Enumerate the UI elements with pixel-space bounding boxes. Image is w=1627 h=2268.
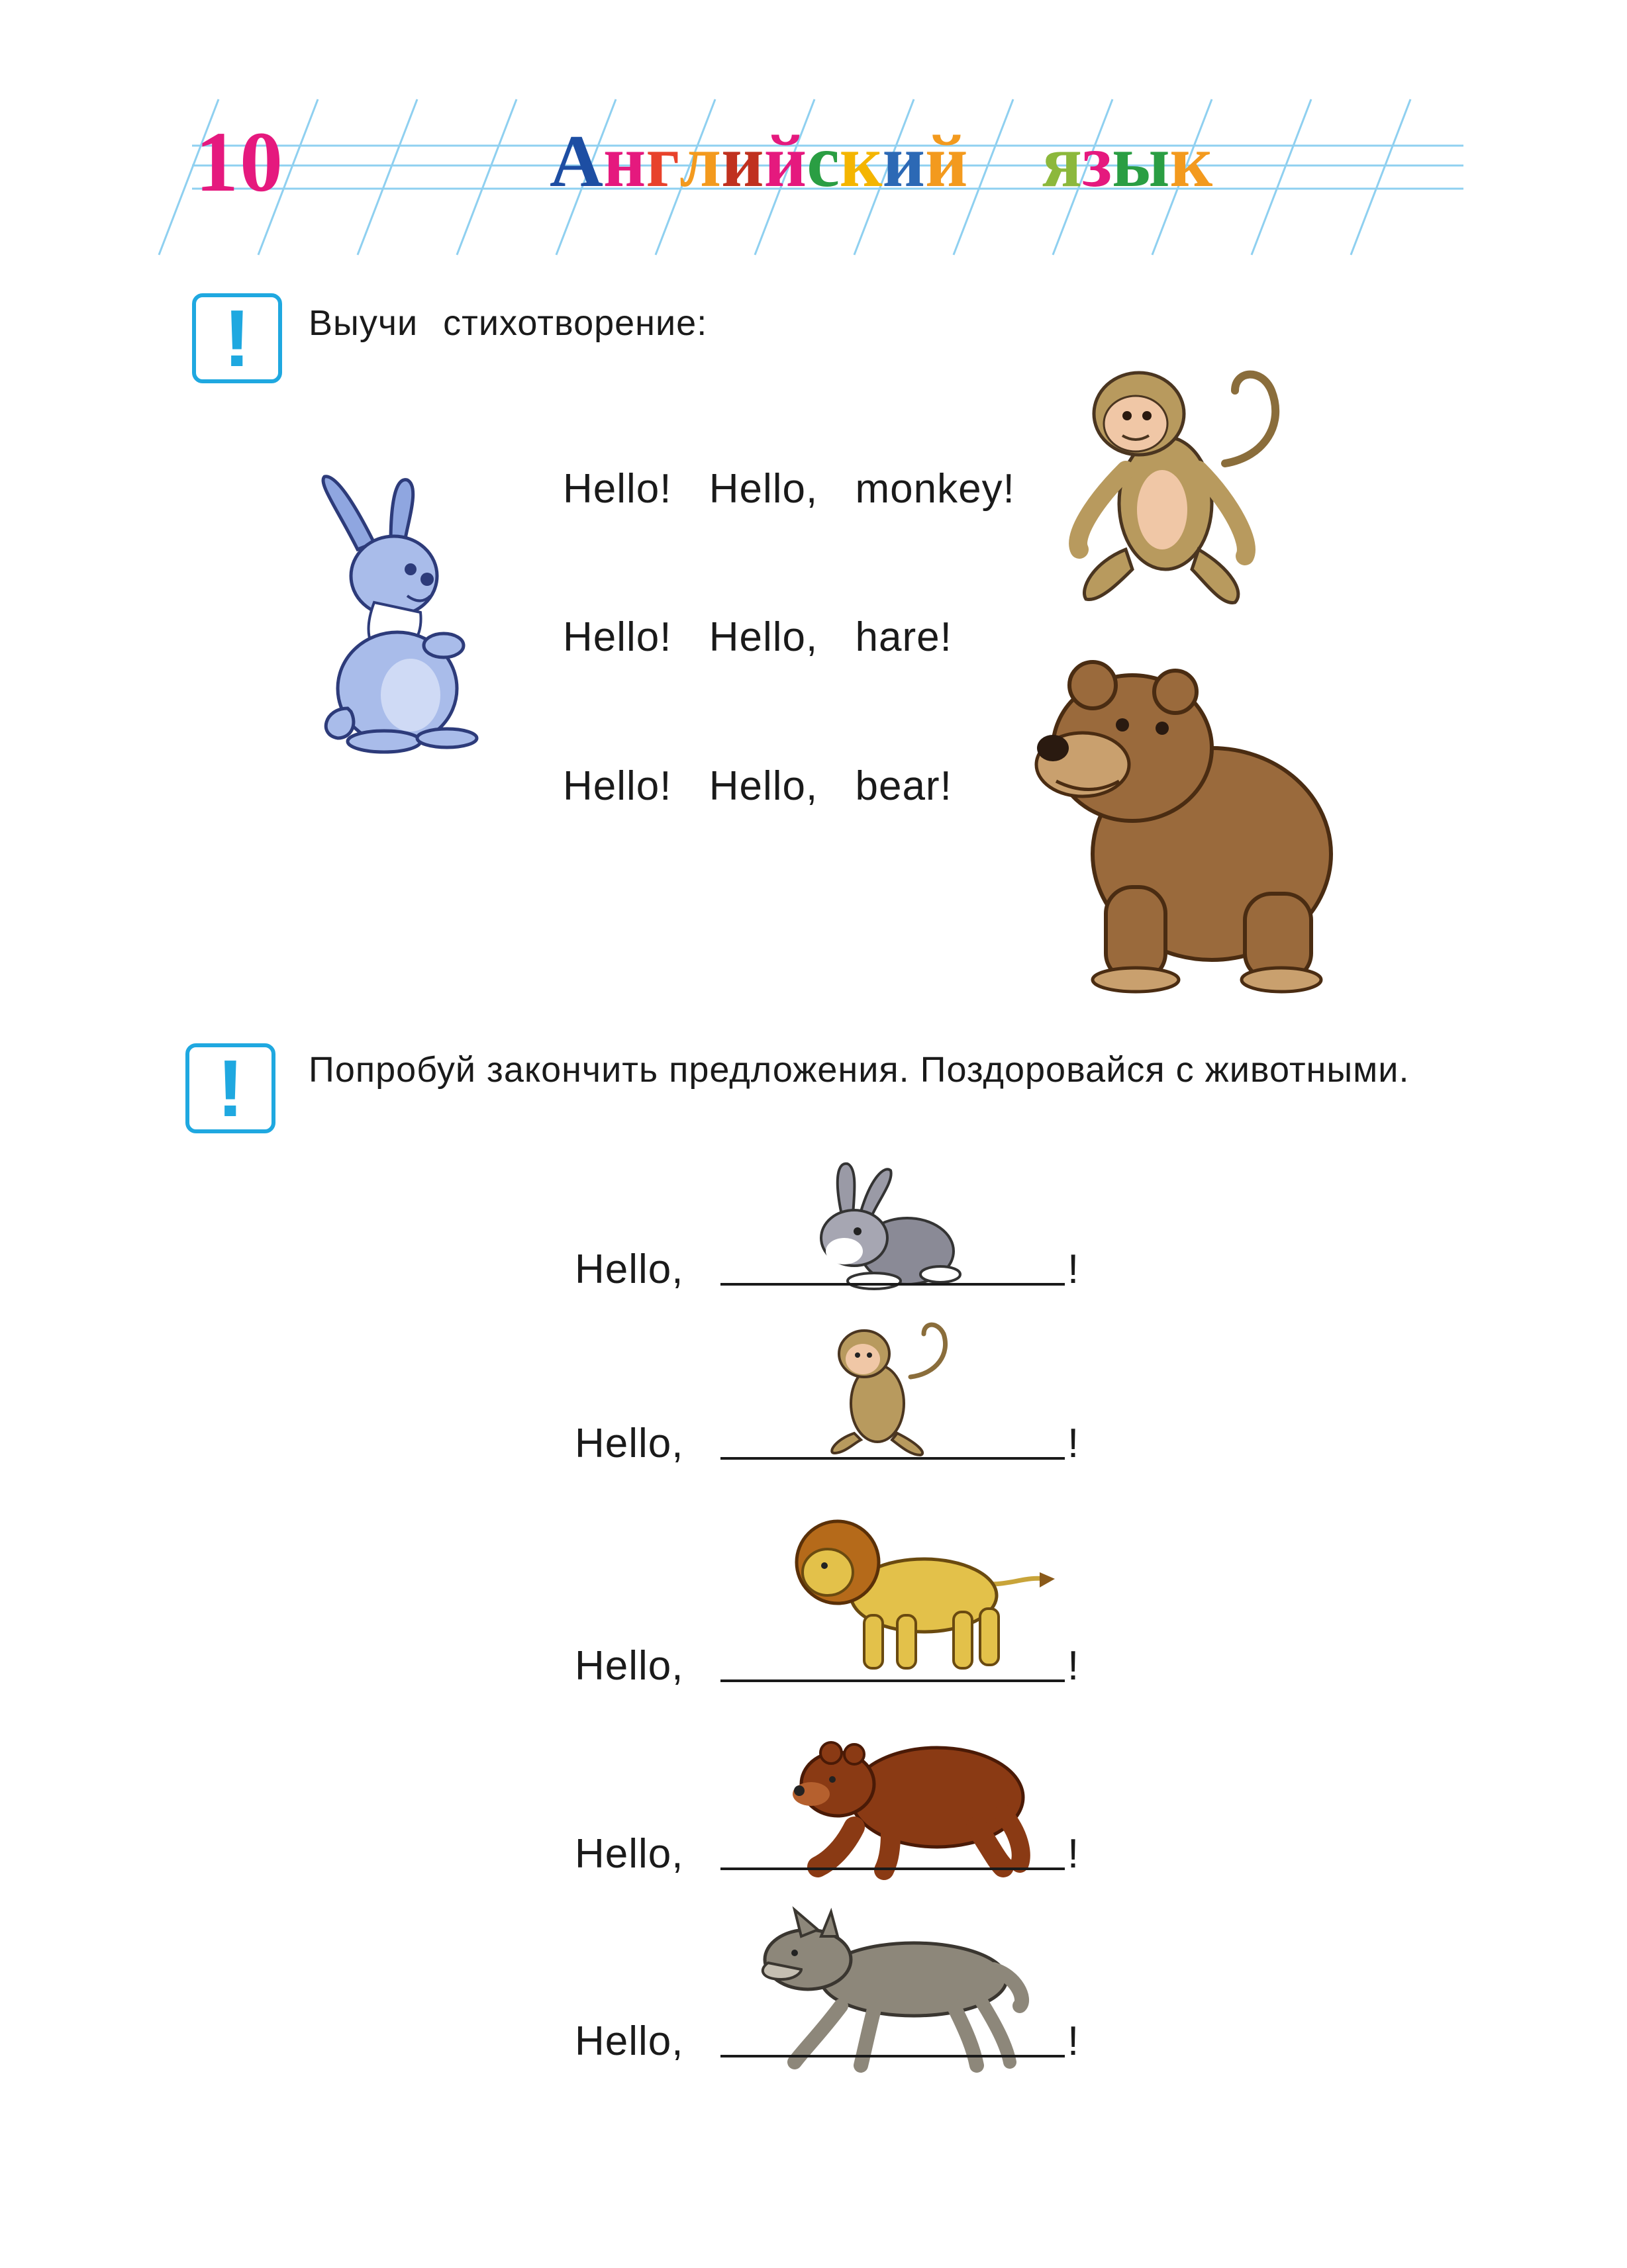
ruling-slant xyxy=(358,99,417,255)
title-letter: ы xyxy=(1112,120,1170,203)
exclamation-icon xyxy=(192,293,282,383)
exclamation-mark: ! xyxy=(223,293,251,383)
ruling-slant xyxy=(1351,99,1410,255)
ruling-slant xyxy=(457,99,517,255)
exclamation-mark: ! xyxy=(217,1043,244,1133)
monkey-illustration xyxy=(1066,351,1285,609)
ruling-slant xyxy=(1252,99,1311,255)
page-title xyxy=(550,120,1213,203)
title-letter: й xyxy=(924,120,968,203)
poem-line: Hello! Hello, hare! xyxy=(563,614,952,660)
lion-illustration xyxy=(791,1516,1056,1681)
task2-instruction: Попробуй закончить предложения. Поздоровайся с животными. xyxy=(309,1050,1410,1090)
exclamation-icon xyxy=(185,1043,275,1133)
title-letter: к xyxy=(839,120,883,203)
hello-label: Hello, xyxy=(575,1831,684,1877)
poem-line: Hello! Hello, monkey! xyxy=(563,466,1015,512)
exclamation-end: ! xyxy=(1067,2018,1079,2064)
hare-small-illustration xyxy=(808,1158,960,1291)
hello-label: Hello, xyxy=(575,2018,684,2064)
exclamation-end: ! xyxy=(1067,1831,1079,1877)
page-number: 10 xyxy=(195,115,284,210)
answer-blank[interactable] xyxy=(720,1457,1065,1460)
title-letter: и xyxy=(721,120,764,203)
title-letter: и xyxy=(882,120,925,203)
bear-walking-illustration xyxy=(791,1728,1036,1880)
hello-label: Hello, xyxy=(575,1643,684,1689)
hare-illustration xyxy=(311,470,483,755)
answer-blank[interactable] xyxy=(720,1867,1065,1870)
title-letter: я xyxy=(1042,120,1083,203)
title-letter: с xyxy=(807,120,840,203)
task1-instruction: Выучи стихотворение: xyxy=(309,303,708,343)
exclamation-end: ! xyxy=(1067,1643,1079,1689)
title-letter: к xyxy=(1169,120,1213,203)
bear-illustration xyxy=(1026,649,1344,993)
exclamation-end: ! xyxy=(1067,1421,1079,1466)
exclamation-end: ! xyxy=(1067,1247,1079,1292)
wolf-illustration xyxy=(755,1907,1033,2072)
poem-line: Hello! Hello, bear! xyxy=(563,763,952,809)
answer-blank[interactable] xyxy=(720,1679,1065,1682)
title-letter: з xyxy=(1082,120,1112,203)
answer-blank[interactable] xyxy=(720,2055,1065,2057)
title-letter: й xyxy=(764,120,807,203)
hello-label: Hello, xyxy=(575,1421,684,1466)
monkey-small-illustration xyxy=(818,1317,950,1456)
title-letter xyxy=(968,124,1042,199)
answer-blank[interactable] xyxy=(720,1283,1065,1286)
title-letter: л xyxy=(679,120,722,203)
title-letter: н xyxy=(603,120,646,203)
hello-label: Hello, xyxy=(575,1247,684,1292)
title-letter: А xyxy=(550,120,603,203)
title-letter: г xyxy=(646,120,680,203)
